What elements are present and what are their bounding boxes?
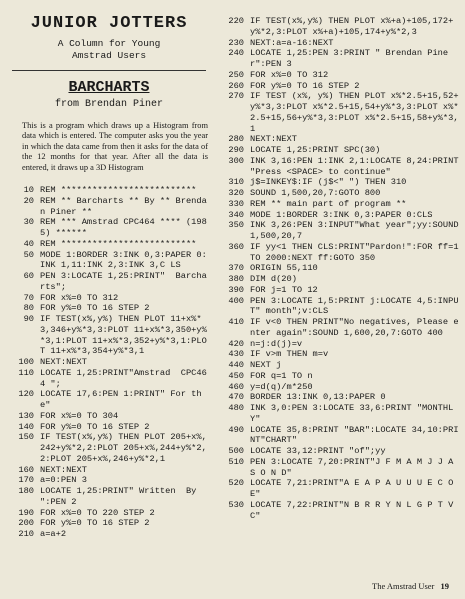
line-number: 50 (23, 249, 34, 260)
line-number: 290 (228, 145, 244, 155)
line-code: NEXT j (250, 360, 282, 370)
line-code: IF yy<1 THEN CLS:PRINT"Pardon!":FOR ff=1 TO 2000:NEXT ff:GOTO 350 (250, 241, 464, 263)
magazine-name: The Amstrad User (372, 581, 435, 591)
code-line (218, 360, 465, 371)
line-code: j$=INKEY$:IF (j$<" ") THEN 310 (250, 177, 407, 188)
line-number: 520 (228, 478, 244, 489)
line-number: 10 (23, 185, 34, 196)
divider (12, 70, 206, 71)
line-number: 150 (18, 432, 34, 443)
line-number: 40 (23, 238, 34, 249)
line-number: 80 (23, 303, 34, 314)
line-code: NEXT:NEXT (40, 464, 87, 475)
line-number: 400 (228, 295, 244, 306)
line-number: 270 (228, 91, 244, 102)
column-subtitle (0, 38, 218, 62)
code-line (0, 314, 218, 357)
line-code: INK 3,0:PEN 3:LOCATE 33,6:PRINT "MONTHLY" (250, 403, 454, 424)
code-line (0, 293, 218, 304)
code-line (218, 81, 465, 92)
page-number: 19 (440, 581, 449, 591)
line-code: PEN 3:LOCATE 1,5:PRINT j:LOCATE 4,5:INPUT" month";v:CLS (250, 295, 459, 317)
code-line (0, 486, 228, 508)
code-line (0, 250, 218, 272)
line-number: 430 (228, 349, 244, 360)
line-code: REM ** Barcharts ** By ** Brendan Piner ** (40, 195, 207, 217)
line-code: BORDER 13:INK 0,13:PAPER 0 (250, 392, 386, 403)
code-line (0, 411, 218, 422)
line-number: 20 (23, 195, 34, 206)
code-line (218, 371, 465, 382)
line-code: n=j:d(j)=v (250, 338, 303, 349)
code-line (218, 349, 465, 360)
code-line (0, 518, 218, 529)
code-line (218, 274, 465, 285)
article-byline: from Brendan Piner (54, 99, 164, 110)
line-number: 480 (228, 403, 244, 413)
line-code: IF TEST(x%,y%) THEN PLOT 205+x%,242+y%*2,2:PLOT 205+x%,244+y%*2,2:PLOT 205+x%,246+y%*2,1 (40, 432, 207, 464)
line-code: IF TEST(x%,y%) THEN PLOT 11+x%*3,346+y%*3,3:PLOT 11+x%*3,350+y%*3,1:PLOT 11+x%*3,352+y%*3,1:PLOT 11+x%*3,354+y%*3,1 (40, 314, 207, 357)
line-code: FOR j=1 TO 12 (250, 284, 318, 295)
column-title: JUNIOR JOTTERS (30, 14, 188, 33)
code-line (0, 422, 218, 433)
line-code: FOR x%=0 TO 220 STEP 2 (40, 507, 155, 518)
line-number: 110 (18, 367, 34, 378)
code-line (218, 403, 465, 425)
line-number: 90 (23, 314, 34, 325)
code-line (218, 425, 465, 447)
code-line (218, 296, 465, 318)
column-subtitle-line-2: Amstrad Users (71, 50, 147, 61)
code-line (218, 457, 465, 479)
code-line (0, 508, 218, 519)
code-line (0, 465, 218, 476)
code-line (0, 475, 218, 486)
code-line (218, 263, 465, 274)
code-line (218, 70, 465, 81)
line-code: FOR y%=0 TO 16 STEP 2 (250, 80, 360, 91)
right-column (218, 0, 465, 521)
code-line (0, 217, 218, 239)
line-code: FOR x%=0 TO 304 (40, 410, 119, 421)
line-code: FOR q=1 TO n (250, 370, 313, 381)
line-code: REM ************************** (40, 238, 197, 249)
line-number: 60 (23, 271, 34, 282)
line-number: 130 (18, 410, 34, 421)
line-code: FOR y%=0 TO 16 STEP 2 (40, 421, 150, 432)
line-number: 170 (18, 475, 34, 486)
line-code: LOCATE 1,25:PEN 3:PRINT " Brendan Piner":PEN 3 (250, 48, 449, 69)
line-number: 180 (18, 486, 34, 497)
line-code: PEN 3:LOCATE 7,20:PRINT"J F M A M J J A S O N D" (250, 456, 459, 478)
line-number: 70 (23, 292, 34, 303)
code-line (0, 432, 218, 464)
article-intro: This is a program which draws up a Histogram from data which is entered. The computer asks you the year in which the data came from then it asks for the data of the 12 months for that year. After all the data is entered, it draws up a 3D Histogram (22, 121, 208, 172)
line-code: a=a+2 (40, 529, 67, 540)
column-subtitle-line-1: A Column for Young (57, 38, 161, 49)
line-code: LOCATE 33,12:PRINT "of";yy (250, 446, 386, 456)
code-line (218, 392, 465, 403)
code-line (218, 188, 465, 199)
line-code: FOR y%=0 TO 16 STEP 2 (40, 303, 150, 314)
line-code: LOCATE 17,6:PEN 1:PRINT" For the" (40, 389, 202, 411)
code-line (218, 446, 465, 457)
line-number: 530 (228, 499, 244, 510)
line-code: INK 3,16:PEN 1:INK 2,1:LOCATE 8,24:PRINT "Press <SPACE> to continue" (250, 155, 464, 177)
code-line (218, 199, 465, 210)
line-number: 320 (228, 188, 244, 198)
line-code: REM ** main part of program ** (250, 198, 407, 209)
code-line (218, 242, 465, 264)
line-code: FOR x%=0 TO 312 (40, 292, 119, 303)
line-number: 190 (18, 507, 34, 518)
code-line (0, 529, 218, 540)
line-code: NEXT:NEXT (40, 357, 87, 368)
code-line (218, 317, 465, 339)
line-number: 160 (18, 464, 34, 475)
line-code: IF TEST (x%, y%) THEN PLOT x%*2.5+15,52+y%*3,3:PLOT x%*2.5+15,54+y%*3,3:PLOT x%*2.5+15,56+y%*3,3:PLOT x%*2.5+15,58+y%*3,1 (250, 91, 459, 134)
code-line (218, 210, 465, 221)
line-code: INK 3,26:PEN 3:INPUT"What year";yy:SOUND 1,500,20,7 (250, 220, 464, 241)
line-number: 30 (23, 217, 34, 228)
line-number: 310 (228, 177, 244, 188)
line-code: IF v<0 THEN PRINT"No negatives, Please enter again":SOUND 1,600,20,7:GOTO 400 (250, 317, 459, 338)
line-number: 350 (228, 220, 244, 231)
line-number: 410 (228, 317, 244, 327)
line-code: NEXT:a=a-16:NEXT (250, 37, 334, 48)
code-listing-left (0, 185, 228, 540)
line-number: 390 (228, 284, 244, 295)
line-number: 340 (228, 209, 244, 220)
code-line (0, 239, 218, 250)
code-line (218, 91, 465, 134)
line-code: FOR x%=0 TO 312 (250, 69, 329, 80)
line-code: MODE 1:BORDER 3:INK 0,3:PAPER 0:CLS (250, 209, 433, 220)
line-number: 250 (228, 69, 244, 80)
line-number: 230 (228, 37, 244, 48)
code-line (218, 220, 465, 242)
line-number: 470 (228, 392, 244, 403)
left-column (0, 0, 228, 540)
code-line (0, 185, 218, 196)
line-code: MODE 1:BORDER 3:INK 0,3:PAPER 0:INK 1,11:INK 2,3:INK 3,C LS (40, 249, 207, 271)
code-line (218, 134, 465, 145)
code-line (0, 303, 218, 314)
line-number: 100 (18, 357, 34, 368)
line-number: 460 (228, 381, 244, 392)
line-number: 440 (228, 360, 244, 370)
line-code: LOCATE 1,25:PRINT SPC(30) (250, 145, 381, 155)
line-number: 220 (228, 16, 244, 26)
code-line (218, 382, 465, 393)
line-number: 360 (228, 241, 244, 252)
code-line (0, 389, 218, 411)
code-listing-right (218, 16, 465, 521)
line-number: 450 (228, 370, 244, 381)
line-number: 240 (228, 48, 244, 59)
code-line (0, 196, 218, 218)
line-code: NEXT:NEXT (250, 134, 297, 145)
code-line (218, 16, 465, 38)
line-code: LOCATE 7,22:PRINT"N B R R Y N L G P T V C" (250, 499, 459, 521)
line-code: ORIGIN 55,110 (250, 263, 318, 274)
line-code: a=0:PEN 3 (40, 475, 87, 486)
line-number: 370 (228, 263, 244, 274)
line-code: LOCATE 35,8:PRINT "BAR":LOCATE 34,10:PRINT"CHART" (250, 424, 459, 446)
code-line (218, 339, 465, 350)
line-code: LOCATE 1,25:PRINT"Amstrad CPC464 "; (40, 367, 207, 389)
line-number: 490 (228, 424, 244, 435)
page-footer (372, 581, 449, 591)
line-code: IF TEST(x%,y%) THEN PLOT x%+a)+105,172+y%*2,3:PLOT x%+a)+105,174+y%*2,3 (250, 16, 454, 37)
line-number: 200 (18, 518, 34, 529)
line-number: 120 (18, 389, 34, 400)
line-number: 500 (228, 446, 244, 456)
line-code: DIM d(20) (250, 274, 297, 284)
code-line (218, 156, 465, 178)
line-code: REM ************************** (40, 185, 197, 196)
code-line (218, 500, 465, 522)
code-line (218, 38, 465, 49)
code-line (218, 478, 465, 500)
line-number: 300 (228, 155, 244, 166)
code-line (218, 285, 465, 296)
line-code: LOCATE 7,21:PRINT"A E A P A U U U E C O E" (250, 478, 459, 499)
line-number: 260 (228, 80, 244, 91)
code-line (218, 145, 465, 156)
code-line (218, 177, 465, 188)
line-code: REM *** Amstrad CPC464 **** (1985) ****** (40, 217, 207, 239)
line-number: 510 (228, 456, 244, 467)
article-title: BARCHARTS (68, 79, 150, 96)
line-code: IF v>m THEN m=v (250, 349, 329, 360)
line-code: y=d(q)/m*250 (250, 381, 313, 392)
line-code: SOUND 1,500,20,7:GOTO 800 (250, 188, 381, 198)
code-line (0, 368, 218, 390)
line-code: FOR y%=0 TO 16 STEP 2 (40, 518, 150, 529)
line-number: 140 (18, 421, 34, 432)
code-line (218, 48, 465, 70)
line-number: 210 (18, 529, 34, 540)
line-code: LOCATE 1,25:PRINT" Written By ":PEN 2 (40, 486, 228, 507)
code-line (0, 357, 218, 368)
code-line (0, 271, 218, 293)
line-code: PEN 3:LOCATE 1,25:PRINT" Barcharts"; (40, 271, 207, 292)
line-number: 380 (228, 274, 244, 284)
line-number: 280 (228, 134, 244, 145)
line-number: 330 (228, 198, 244, 209)
line-number: 420 (228, 338, 244, 349)
